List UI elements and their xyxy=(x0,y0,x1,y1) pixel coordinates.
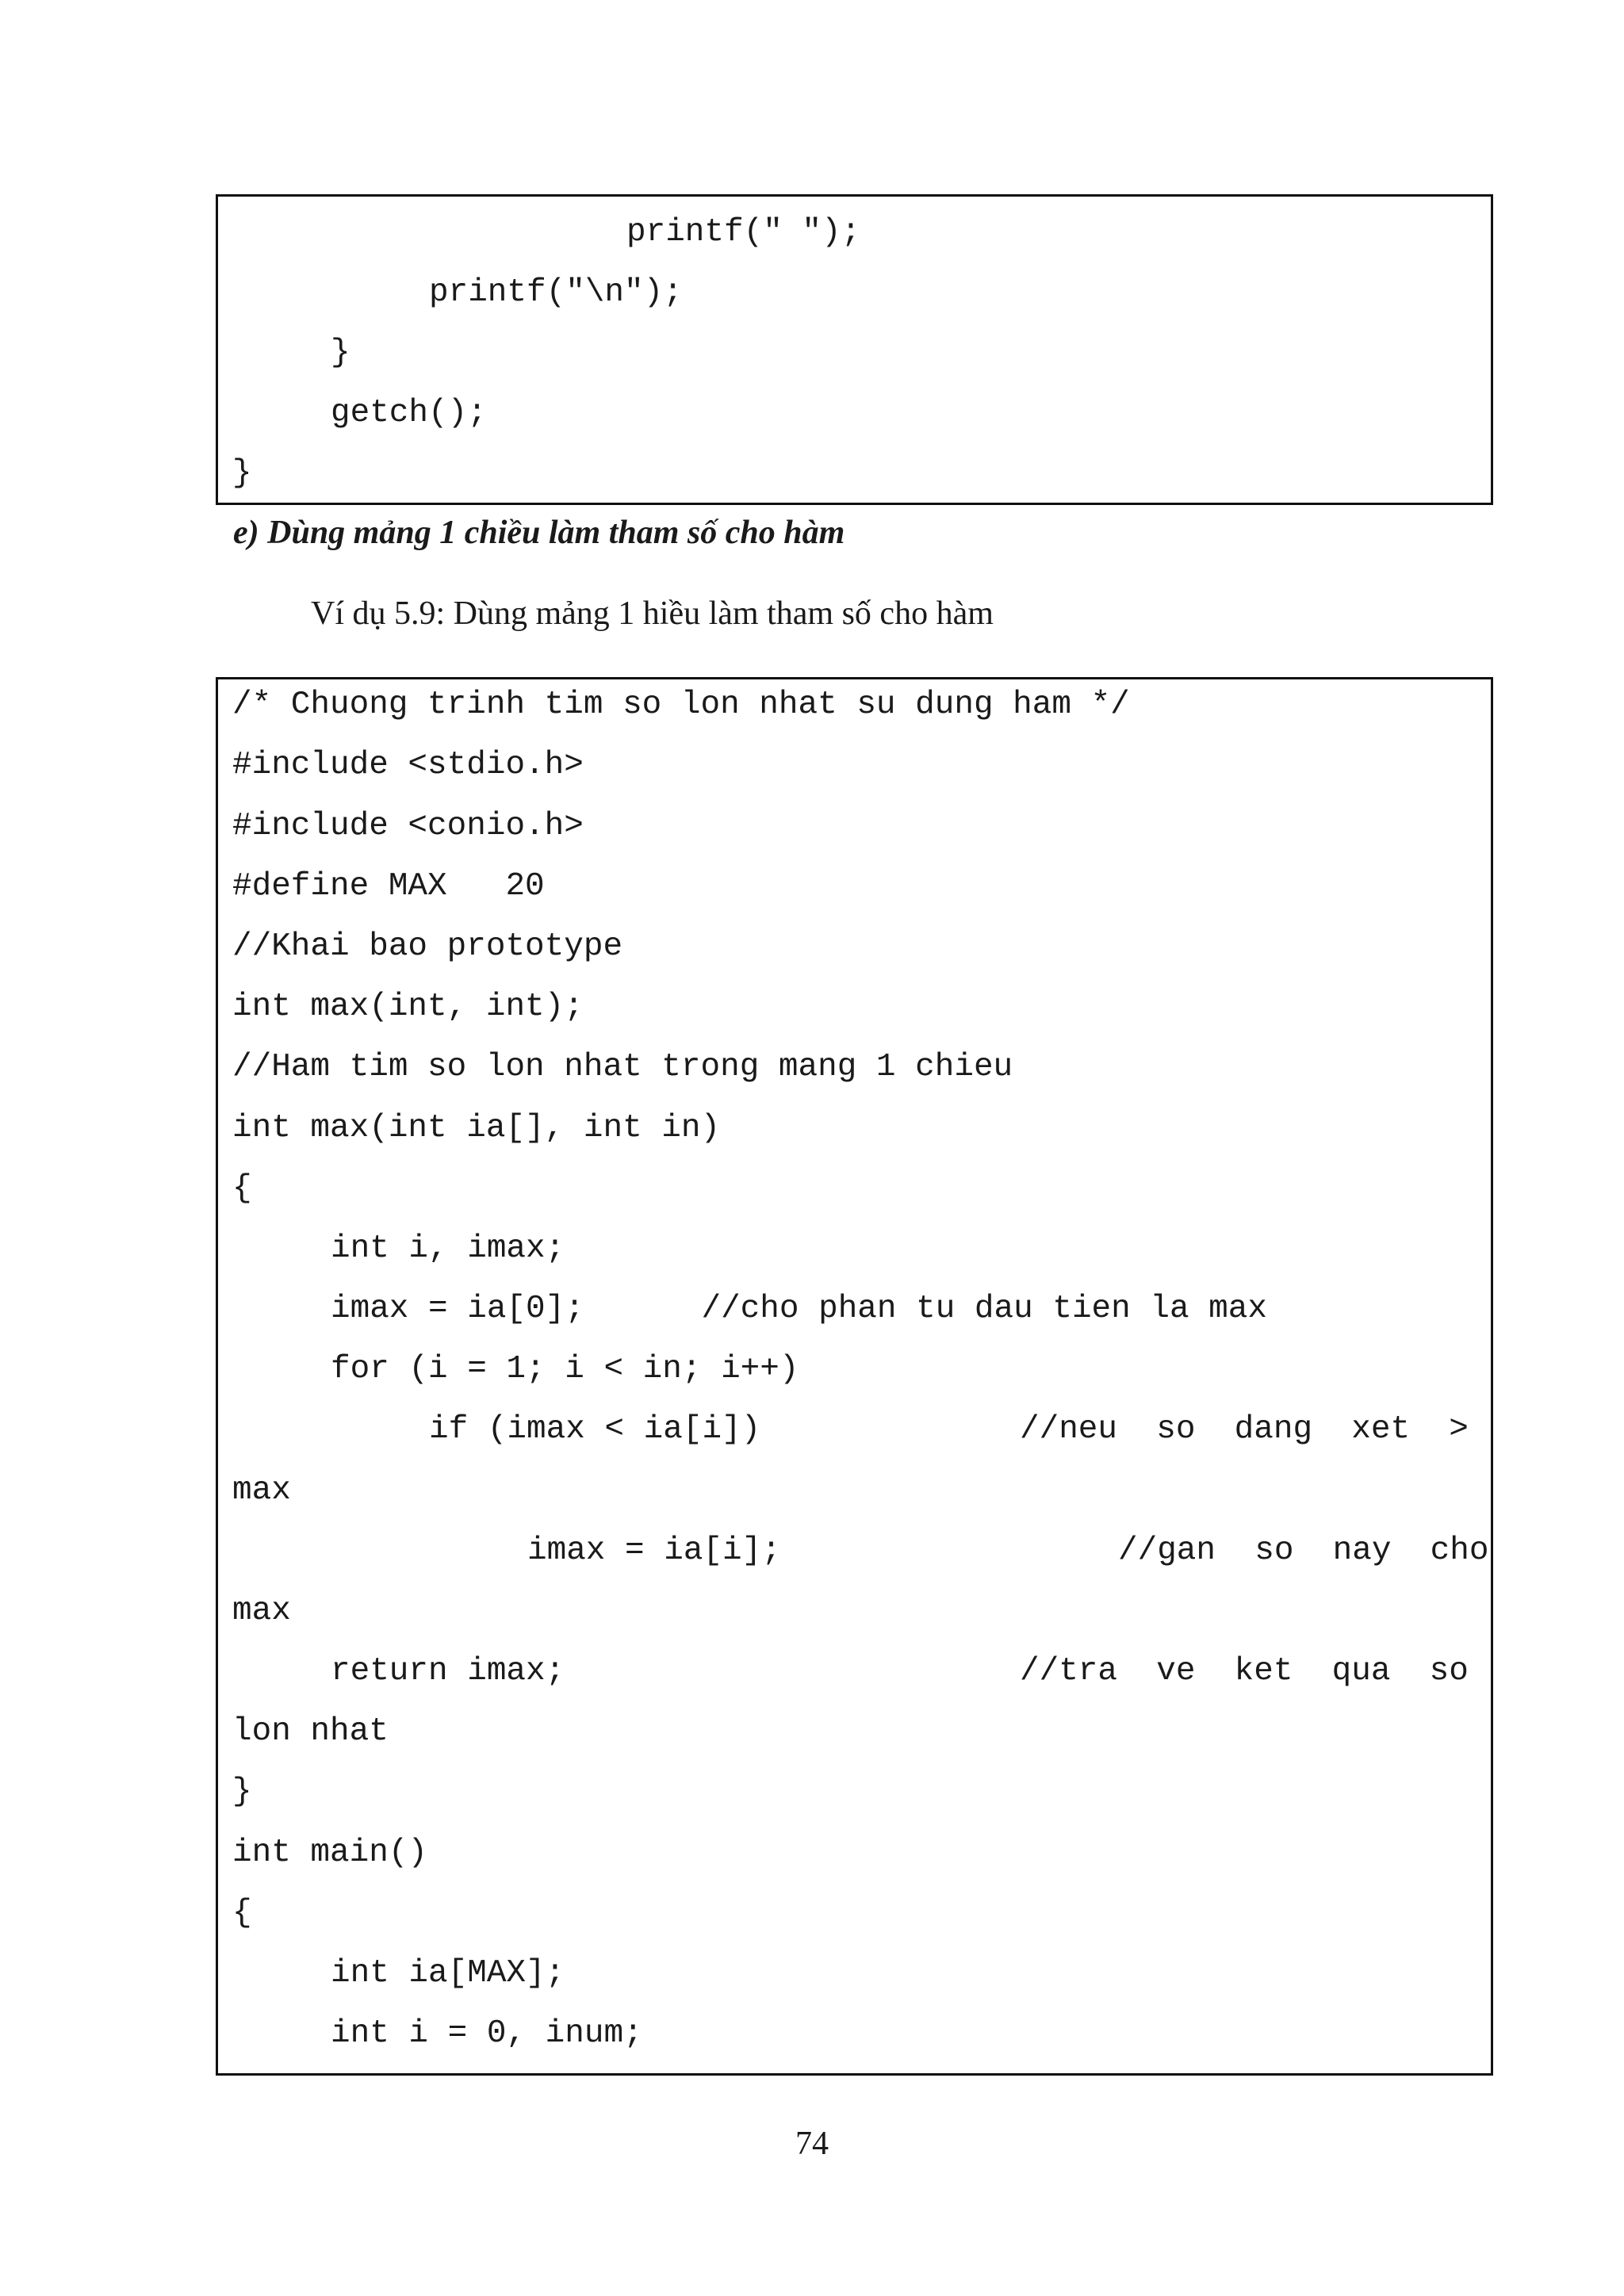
code-line: max xyxy=(232,1593,291,1629)
code-line: lon nhat xyxy=(232,1713,389,1750)
code-line: } xyxy=(232,455,252,492)
code-line: imax = ia[i]; xyxy=(527,1533,781,1569)
code-comment: //gan so nay cho xyxy=(1118,1533,1489,1569)
code-line: int max(int ia[], int in) xyxy=(232,1110,721,1146)
code-line: printf("\n"); xyxy=(429,274,683,311)
example-caption: Ví dụ 5.9: Dùng mảng 1 hiều làm tham số cho hàm xyxy=(311,595,994,632)
code-line: for (i = 1; i < in; i++) xyxy=(331,1351,799,1387)
code-block-example-5-9 xyxy=(216,677,1493,2076)
code-line: } xyxy=(232,1774,252,1810)
code-line: #include <stdio.h> xyxy=(232,747,584,783)
code-line: imax = ia[0]; //cho phan tu dau tien la max xyxy=(331,1291,1267,1327)
code-line: int i = 0, inum; xyxy=(331,2015,643,2052)
code-line: int main() xyxy=(232,1835,428,1871)
code-line: printf(" "); xyxy=(626,214,861,251)
code-line: max xyxy=(232,1472,291,1509)
code-line: /* Chuong trinh tim so lon nhat su dung ham */ xyxy=(232,687,1130,723)
code-line: int ia[MAX]; xyxy=(331,1955,565,1992)
code-line: return imax; xyxy=(331,1653,565,1689)
code-block-continuation xyxy=(216,194,1493,505)
section-heading: e) Dùng mảng 1 chiều làm tham số cho hàm xyxy=(233,515,845,551)
code-line: int max(int, int); xyxy=(232,989,584,1025)
code-line: int i, imax; xyxy=(331,1230,565,1267)
code-comment: //neu so dang xet > xyxy=(1020,1411,1469,1448)
code-line: if (imax < ia[i]) xyxy=(429,1411,761,1448)
code-line: #include <conio.h> xyxy=(232,808,584,844)
code-line: #define MAX 20 xyxy=(232,868,545,905)
page-number: 74 xyxy=(795,2126,829,2162)
code-line: } xyxy=(331,335,350,371)
code-line: //Ham tim so lon nhat trong mang 1 chieu xyxy=(232,1049,1013,1085)
code-line: getch(); xyxy=(331,395,487,431)
code-comment: //tra ve ket qua so xyxy=(1020,1653,1469,1689)
code-line: //Khai bao prototype xyxy=(232,928,623,965)
code-line: { xyxy=(232,1895,252,1931)
code-line: { xyxy=(232,1170,252,1207)
